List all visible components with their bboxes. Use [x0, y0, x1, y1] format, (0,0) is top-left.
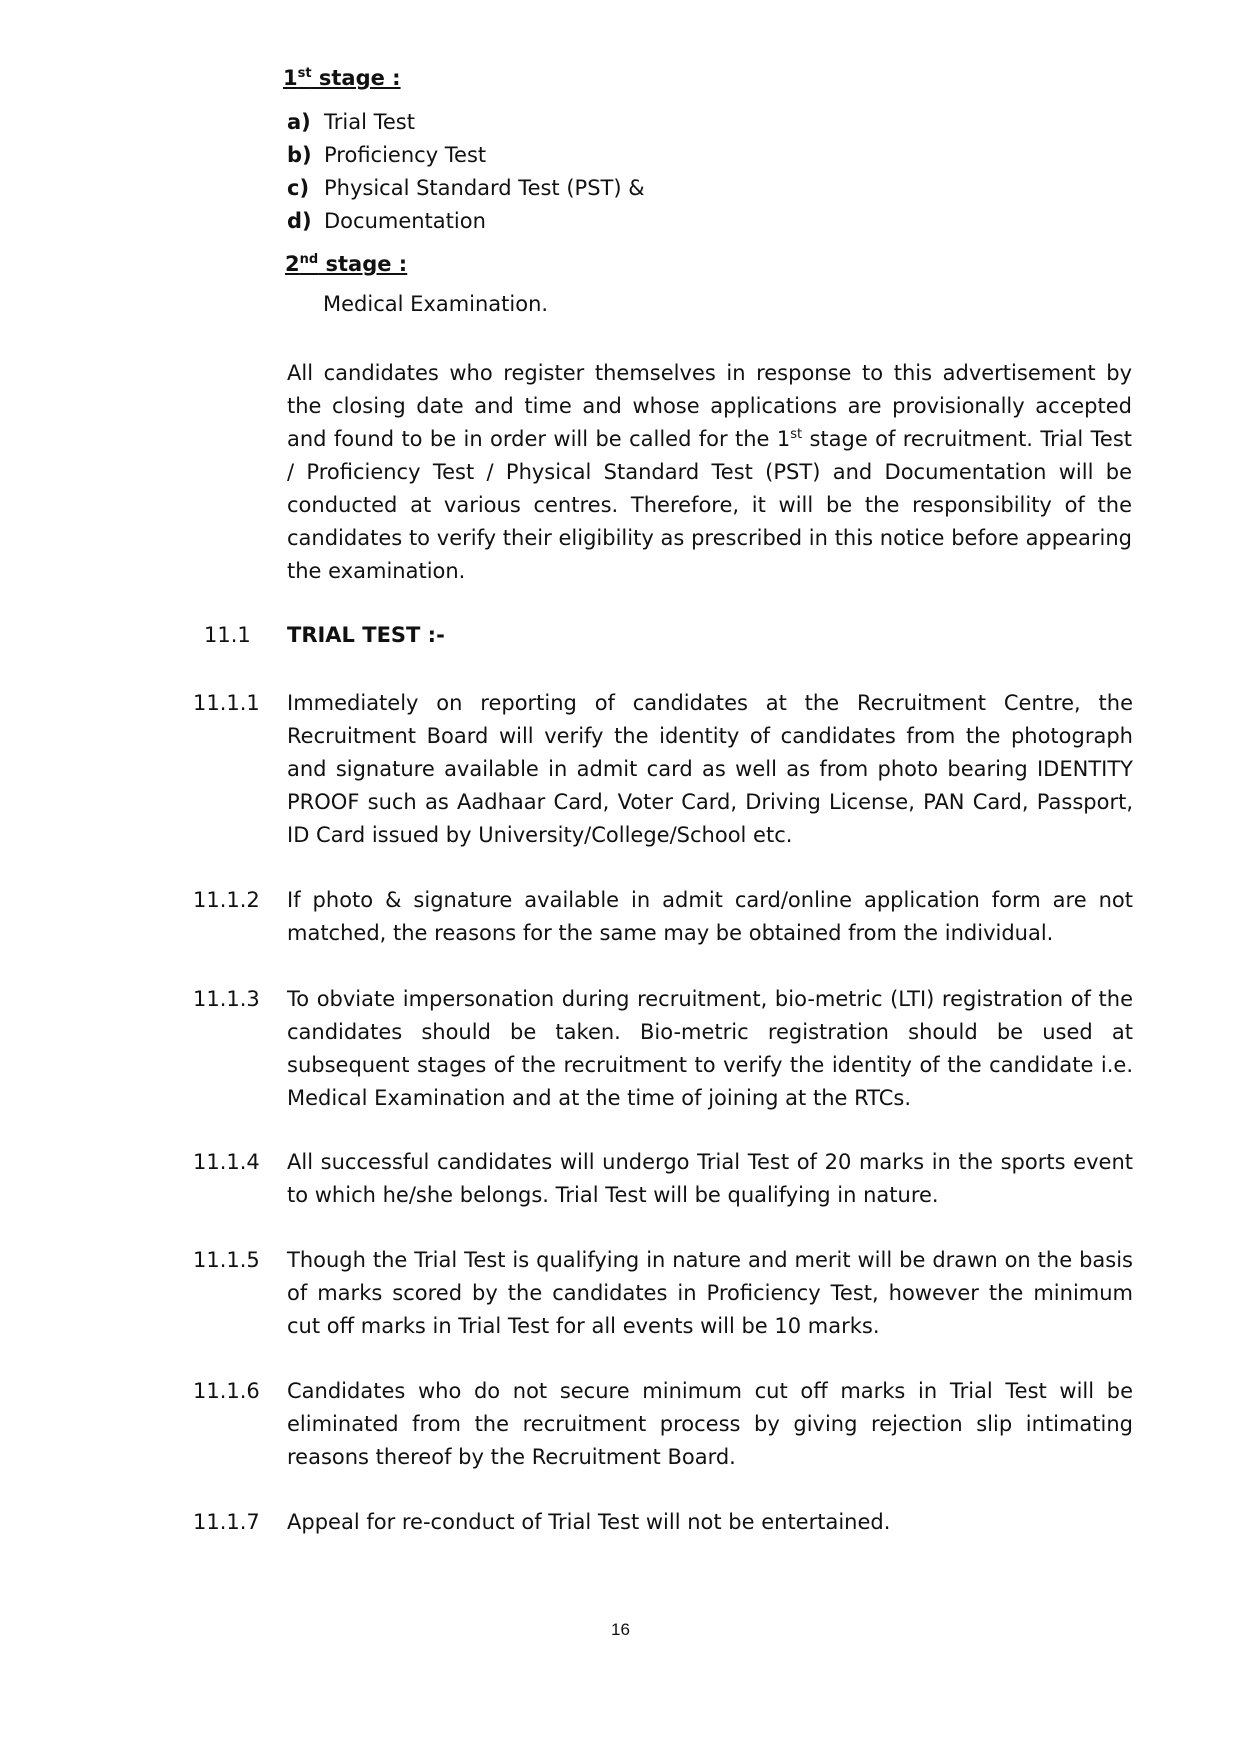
clause	[193, 1146, 1133, 1212]
clause-text: All successful candidates will undergo Trial Test of 20 marks in the sports event to which he/she belongs. Trial Test will be qualifying in nature.	[287, 1150, 1133, 1207]
intro-sup: st	[790, 427, 803, 442]
clause	[193, 1506, 1133, 1539]
list-item	[287, 205, 645, 238]
clause-text: To obviate impersonation during recruitment, bio-metric (LTI) registration of the candidates should be taken. Bio-metric registration should be used at subsequent stages of the recruitment to verify the identity of the candidate i.e. Medical Examination and at the time of joining at the RTCs.	[287, 987, 1133, 1110]
clause	[193, 687, 1133, 852]
list-item-text: Physical Standard Test (PST) &	[324, 176, 645, 200]
clause	[193, 983, 1133, 1115]
stage2-heading-sup: nd	[299, 252, 319, 267]
stage2-text: Medical Examination.	[323, 292, 549, 316]
stage2-heading	[285, 252, 407, 276]
clause-number: 11.1.6	[193, 1379, 260, 1403]
list-item-label: c)	[287, 176, 310, 200]
stage1-list	[287, 106, 645, 238]
list-item-text: Trial Test	[324, 110, 415, 134]
clause-number: 11.1.1	[193, 691, 260, 715]
clause-number: 11.1.5	[193, 1248, 260, 1272]
list-item	[287, 139, 645, 172]
clause-text: If photo & signature available in admit card/online application form are not matched, the reasons for the same may be obtained from the individual.	[287, 888, 1133, 945]
stage2-heading-num: 2	[285, 252, 300, 276]
intro-paragraph	[287, 357, 1132, 588]
intro-text-part2: stage of recruitment. Trial Test / Proficiency Test / Physical Standard Test (PST) and Documentation will be conducted at various centres. Therefore, it will be the responsibility of the candidates to verify their eligibility as prescribed in this notice before appearing the examination.	[287, 427, 1132, 583]
section-title: TRIAL TEST :-	[287, 623, 445, 647]
list-item-text: Proficiency Test	[324, 143, 487, 167]
stage1-heading	[283, 66, 401, 90]
clause	[193, 1375, 1133, 1474]
page-number: 16	[611, 1620, 630, 1639]
clause-text: Appeal for re-conduct of Trial Test will not be entertained.	[287, 1510, 891, 1534]
stage1-heading-num: 1	[283, 66, 298, 90]
clause	[193, 884, 1133, 950]
list-item-label: a)	[287, 110, 311, 134]
clause-number: 11.1.3	[193, 987, 260, 1011]
clause-number: 11.1.2	[193, 888, 260, 912]
clause	[193, 1244, 1133, 1343]
stage1-heading-rest: stage :	[311, 66, 401, 90]
list-item-label: b)	[287, 143, 312, 167]
section-number: 11.1	[204, 623, 251, 647]
clause-text: Immediately on reporting of candidates at the Recruitment Centre, the Recruitment Board will verify the identity of candidates from the photograph and signature available in admit card as well as from photo bearing IDENTITY PROOF such as Aadhaar Card, Voter Card, Driving License, PAN Card, Passport, ID Card issued by University/College/School etc.	[287, 691, 1133, 847]
intro-text-part1: All candidates who register themselves in response to this advertisement by the closing date and time and whose applications are provisionally accepted and found to be in order will be called for the 1	[287, 361, 1132, 451]
clause-number: 11.1.7	[193, 1510, 260, 1534]
stage2-heading-rest: stage :	[318, 252, 408, 276]
stage1-heading-sup: st	[297, 66, 312, 81]
list-item	[287, 172, 645, 205]
list-item-label: d)	[287, 209, 312, 233]
clause-number: 11.1.4	[193, 1150, 260, 1174]
clause-text: Though the Trial Test is qualifying in nature and merit will be drawn on the basis of marks scored by the candidates in Proficiency Test, however the minimum cut off marks in Trial Test for all events will be 10 marks.	[287, 1248, 1133, 1338]
clause-text: Candidates who do not secure minimum cut off marks in Trial Test will be eliminated from the recruitment process by giving rejection slip intimating reasons thereof by the Recruitment Board.	[287, 1379, 1133, 1469]
list-item-text: Documentation	[324, 209, 486, 233]
list-item	[287, 106, 645, 139]
